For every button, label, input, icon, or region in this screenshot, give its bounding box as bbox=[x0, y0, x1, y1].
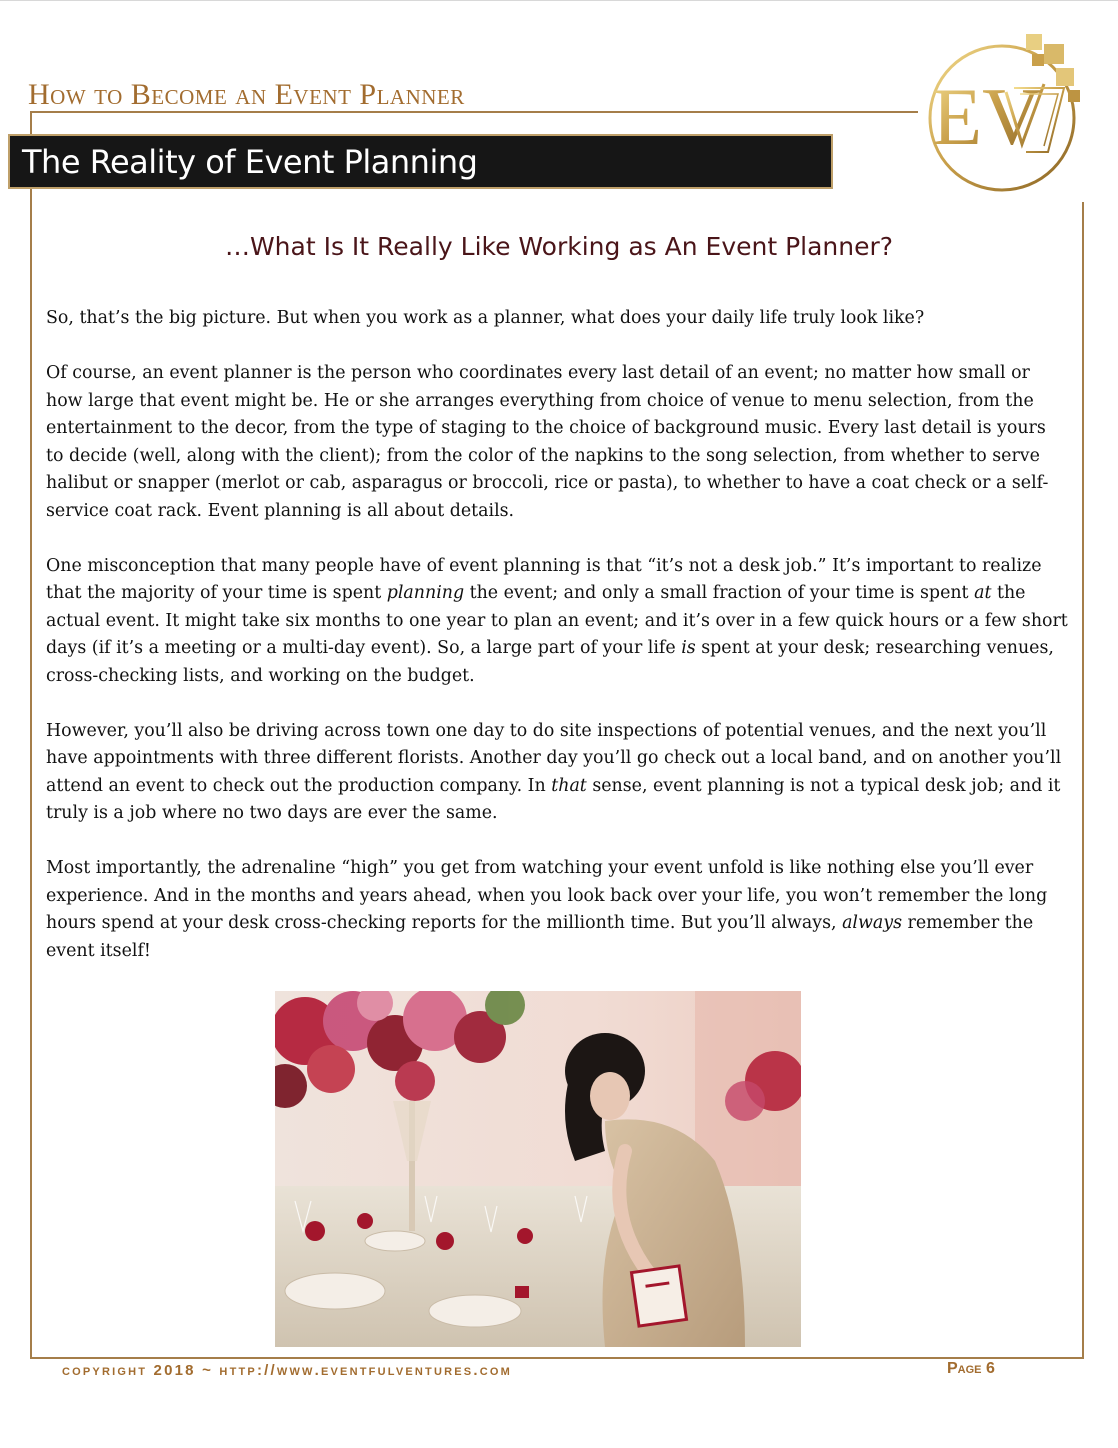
paragraph-5-emphasis: always bbox=[842, 913, 902, 933]
paragraph-3-text: spent at your desk; researching venues, cross-checking lists, and working on the budget. bbox=[46, 638, 1054, 686]
paragraph-3-emphasis: planning bbox=[386, 583, 465, 603]
paragraph-4-text: However, you’ll also be driving across town one day to do site inspections of potential venues, and the next you’ll have appointments with three different florists. Another day you’ll go check out a local band, and on another you’ll attend an event to check out the production company. In bbox=[46, 720, 1062, 796]
paragraph-4-emphasis: that bbox=[551, 775, 587, 796]
paragraph-3-emphasis: is bbox=[681, 638, 696, 658]
footer-copyright: copyright 2018 ~ http://www.eventfulventures.com bbox=[62, 1362, 512, 1379]
paragraph-5 bbox=[46, 855, 1068, 965]
paragraph-4-text: sense, event planning is not a typical desk job; and it truly is a job where no two days are ever the same. bbox=[46, 775, 1061, 823]
paragraph-5-text: Most importantly, the adrenaline “high” you get from watching your event unfold is like nothing else you’ll ever experience. And in the months and years ahead, when you look back over your life, you won’t remember the long hours spend at your desk cross-checking reports for the millionth time. But you’ll always, bbox=[46, 858, 1048, 933]
paragraph-3 bbox=[46, 553, 1068, 691]
page-number: Page 6 bbox=[947, 1360, 995, 1377]
chapter-banner bbox=[8, 134, 833, 189]
paragraph-3-emphasis: at bbox=[974, 583, 992, 603]
paragraph-2: Of course, an event planner is the person who coordinates every last detail of an event; no matter how small or how large that event might be. He or she arranges everything from choice of venue to menu selection, from the entertainment to the decor, from the type of staging to the choice of background music. Every last detail is yours to decide (well, along with the client); from the color of the napkins to the song selection, from whether to serve halibut or snapper (merlot or cab, asparagus or broccoli, rice or pasta), to whether to have a coat check or a self-service coat rack. Event planning is all about details. bbox=[46, 363, 1049, 521]
paragraph-4 bbox=[46, 718, 1068, 828]
logo-icon bbox=[918, 32, 1088, 202]
top-rule bbox=[0, 0, 1118, 1]
paragraph-1: So, that’s the big picture. But when you work as a planner, what does your daily life truly look like? bbox=[46, 308, 925, 328]
body-text bbox=[46, 305, 1068, 993]
series-title: How to Become an Event Planner bbox=[28, 78, 465, 111]
logo-letters: EV bbox=[932, 71, 1042, 162]
section-heading: …What Is It Really Like Working as An Event Planner? bbox=[224, 232, 894, 261]
paragraph-3-text: the event; and only a small fraction of your time is spent bbox=[464, 583, 975, 603]
event-planner-photo-icon bbox=[275, 991, 801, 1347]
eventful-ventures-logo bbox=[918, 32, 1088, 202]
chapter-title: The Reality of Event Planning bbox=[22, 142, 478, 181]
paragraph-5-text: remember the event itself! bbox=[46, 913, 1034, 961]
paragraph-3-text: One misconception that many people have of event planning is that “it’s not a desk job.” It’s important to realize that the majority of your time is spent bbox=[46, 555, 1042, 603]
paragraph-3-text: the actual event. It might take six months to one year to plan an event; and it’s over in a few quick hours or a few short days (if it’s a meeting or a multi-day event). So, a large part of your life bbox=[46, 583, 1068, 658]
event-planner-photo bbox=[275, 991, 801, 1347]
